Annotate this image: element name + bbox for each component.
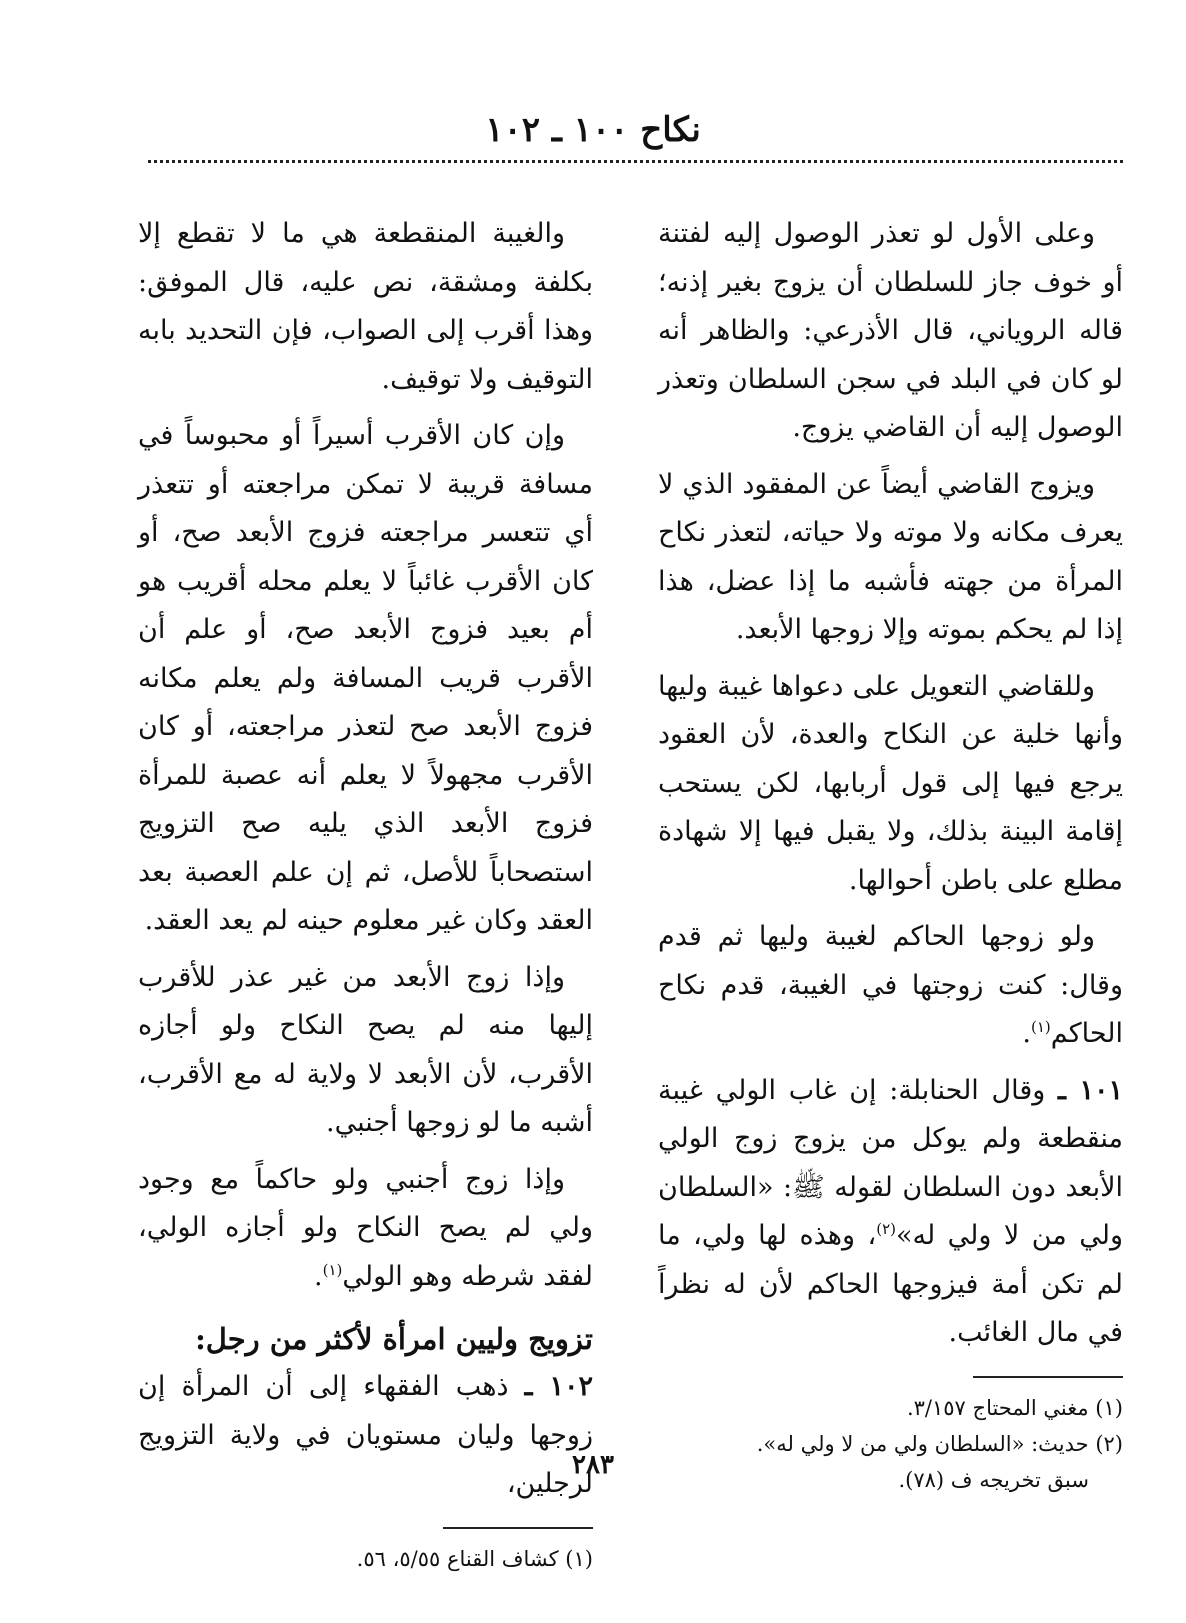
footnotes — [658, 1390, 1123, 1498]
paragraph-text: وإذا زوج أجنبي ولو حاكماً مع وجود ولي لم يصح النكاح ولو أجازه الولي، لفقد شرطه وهو الولي — [138, 1163, 593, 1292]
page-number: ٢٨٣ — [572, 1450, 614, 1480]
footnote: (١) مغني المحتاج ٣/١٥٧. — [906, 1395, 1123, 1420]
paragraph: وللقاضي التعويل على دعواها غيبة وليها وأنها خلية عن النكاح والعدة، لأن العقود يرجع فيها إلى قول أربابها، لكن يستحب إقامة البينة بذلك، ولا يقبل فيها إلا شهادة مطلع على باطن أحوالها. — [658, 670, 1123, 896]
footnote-ref: (١) — [1031, 1018, 1051, 1036]
footnote: سبق تخريجه ف (٧٨). — [898, 1467, 1089, 1492]
section-number: ١٠١ ـ — [1058, 1074, 1123, 1106]
paragraph-end: . — [314, 1260, 323, 1292]
footnote-ref: (٢) — [876, 1220, 896, 1238]
section-number: ١٠٢ ـ — [524, 1371, 594, 1402]
paragraph-end: . — [1022, 1018, 1031, 1049]
section-heading: تزويج وليين امرأة لأكثر من رجل: — [195, 1322, 593, 1356]
paragraph-text: ذهب الفقهاء إلى أن المرأة إن زوجها وليان مستويان في ولاية التزويج لرجلين، — [138, 1371, 593, 1499]
running-header: نكاح ١٠٠ ـ ١٠٢ — [485, 110, 701, 150]
paragraph: وعلى الأول لو تعذر الوصول إليه لفتنة أو خوف جاز للسلطان أن يزوج بغير إذنه؛ قاله الروياني، قال الأذرعي: والظاهر أنه لو كان في البلد في سجن السلطان وتعذر الوصول إليه أن القاضي يزوج. — [658, 218, 1123, 443]
paragraph: وإذا زوج الأبعد من غير عذر للأقرب إليها منه لم يصح النكاح ولو أجازه الأقرب، لأن الأبعد لا ولاية له مع الأقرب، أشبه ما لو زوجها أجنبي. — [138, 961, 593, 1138]
paragraph — [138, 1156, 593, 1302]
paragraph-text: وقال الحنابلة: إن غاب الولي غيبة منقطعة ولم يوكل من يزوج زوج الولي الأبعد دون السلطان لقوله ﷺ: «السلطان ولي من لا ولي له» — [658, 1074, 1123, 1251]
paragraph: والغيبة المنقطعة هي ما لا تقطع إلا بكلفة ومشقة، نص عليه، قال الموفق: وهذا أقرب إلى الصواب، فإن التحديد بابه التوقيف ولا توقيف. — [138, 218, 593, 395]
paragraph: وإن كان الأقرب أسيراً أو محبوساً في مسافة قريبة لا تمكن مراجعته أو تتعذر أي تتعسر مراجعته فزوج الأبعد صح، أو كان الأقرب غائباً لا يعلم محله أقريب هو أم بعيد فزوج الأبعد صح، أو علم أن الأقرب قريب المسافة ولم يعلم مكانه فزوج الأبعد صح لتعذر مراجعته، أو كان الأقرب مجهولاً لا يعلم أنه عصبة للمرأة فزوج الأبعد الذي يليه صح التزويج استصحاباً للأصل، ثم إن علم العصبة بعد العقد وكان غير معلوم حينه لم يعد العقد. — [138, 420, 593, 936]
paragraph-101 — [658, 1067, 1123, 1358]
paragraph-text: ولو زوجها الحاكم لغيبة وليها ثم قدم وقال: كنت زوجتها في الغيبة، قدم نكاح الحاكم — [658, 921, 1123, 1049]
footnote: (١) كشاف القناع ٥/٥٥، ٥٦. — [356, 1546, 593, 1571]
footnotes — [138, 1541, 593, 1577]
right-column — [658, 210, 1123, 1498]
paragraph — [658, 913, 1123, 1059]
paragraph: ويزوج القاضي أيضاً عن المفقود الذي لا يعرف مكانه ولا موته ولا حياته، لتعذر نكاح المرأة من جهته فأشبه ما إذا عضل، هذا إذا لم يحكم بموته وإلا زوجها الأبعد. — [658, 468, 1123, 645]
header-dotted-rule — [148, 160, 1123, 163]
paragraph-text: ، وهذه لها ولي، ما لم تكن أمة فيزوجها الحاكم لأن له نظراً في مال الغائب. — [658, 1220, 1123, 1348]
footnote-rule — [443, 1527, 593, 1529]
left-column — [138, 210, 593, 1577]
footnote: (٢) حديث: «السلطان ولي من لا ولي له». — [756, 1431, 1123, 1456]
footnote-rule — [973, 1376, 1123, 1378]
paragraph-102 — [138, 1363, 593, 1509]
footnote-ref: (١) — [322, 1260, 343, 1279]
